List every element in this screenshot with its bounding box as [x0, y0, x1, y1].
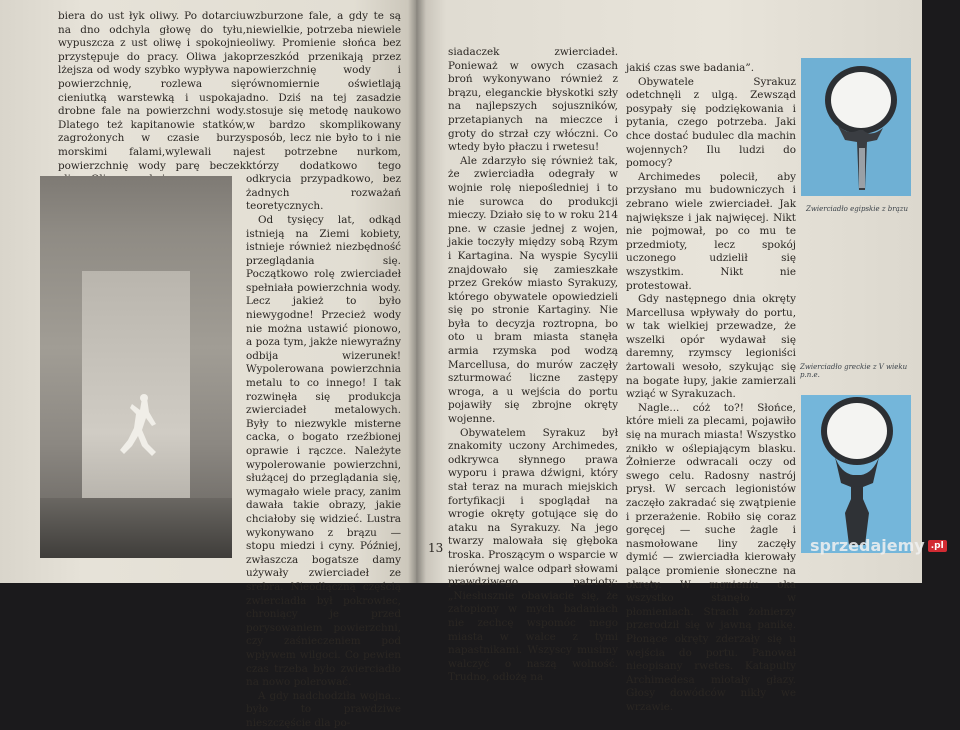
watermark-badge: .pl [928, 540, 947, 552]
egyptian-mirror-caption: Zwierciadło egipskie z brązu [806, 205, 908, 213]
left-page [0, 0, 416, 729]
egyptian-mirror-icon [801, 58, 911, 196]
paragraph: Gdy następnego dnia okręty Marcellusa wpływały do portu, w tak wielkiej przewadze, że wszelki opór wydawał się daremny, rzymscy legioniści żartowali wesoło, szykując się na bogate łupy, jakie zamierzali wziąć w Syrakuzach. [626, 293, 796, 401]
greek-mirror-icon [801, 395, 911, 553]
diver-figure [112, 394, 168, 464]
watermark-text: sprzedajemy [810, 536, 925, 555]
paragraph: Obywatelem Syrakuz był znakomity uczony Archimedes, odkrywca słynnego prawa wyporu i prawa dźwigni, który stał teraz na murach miejskich fortyfikacji i spoglądał na wrogie okręty gotujące się do ataku na Syrakuzy. Na jego twarzy malowała się głęboka troska. Proszącym o wsparcie w nierównej walce odparł słowami prawdziwego patrioty: „Niesłusznie obawiacie się, że zatopiony w mych badaniach nie zechcę wspomóc mego miasta w walce z tymi napastnikami. Wszyscy musimy walczyć o naszą wolność. Trudno, odłożę na [448, 426, 618, 684]
left-column-1 [58, 10, 246, 187]
paragraph: Ale zdarzyło się również tak, że zwierciadła odegrały w wojnie rolę niepośledniej i to nie surowca do produkcji mieczy. Działo się to w roku 214 pne. w czasie jednej z wojen, jakie toczyły między sobą Rzym i Kartagina. Na wyspie Sycylii znajdowało się zamieszkałe przez Greków miasto Syrakuzy, którego obywatele opowiedzieli się po stronie Kartaginy. Nie była to decyzja roztropna, bo oto u bram miasta stanęła armia rzymska pod wodzą Marcellusa, do murów zaczęły szturmować liczne zastępy wroga, a u wejścia do portu pojawiły się zbrojne okręty wojenne. [448, 154, 618, 426]
paragraph: Nagle... cóż to?! Słońce, które mieli za plecami, pojawiło się na murach miasta! Wszystko znikło w oślepiającym blasku. Żołnierze odwracali oczy od swego celu. Radosny nastrój prysł. W sercach legionistów zaczęło zakradać się zwątpienie i przerażenie. Robiło się coraz goręcej — suche żagle i nasmołowane liny zaczęły dymić — zwierciadła kierowały palące promienie słoneczne na okręty. W mgnieniu oka wszystko stanęło w płomieniach. Strach żołnierzy przerodził się w jawną panikę. Płonące okręty zderzały się u wejścia do portu. Panował nieopisany rwetes. Katapulty Archimedesa miotały głazy. Głosy dowódców nikły we wrzawie. [626, 401, 796, 713]
paragraph: A gdy nadchodziła wojna... było to prawdziwe nieszczęście dla po- [246, 689, 401, 729]
page-number: 13 [428, 541, 444, 555]
sea-floor [40, 498, 232, 558]
paragraph: Archimedes polecił, aby przysłano mu budowniczych i zebrano wiele zwierciadeł. Jak największe i jak najwięcej. Nikt nie pojmował, po co mu te przedmioty, lecz spokój uczonego udzielił się wszystkim. Nikt nie protestował. [626, 170, 796, 292]
watermark [810, 536, 947, 555]
paragraph: wzburzone fale, a gdy te są niewielkie, potrzeba niewiele oliwy. Promienie słońca bez przeszkód przenikają przez powierzchnię wody i równomiernie oświetlają dno. Dziś na tej zasadzie stosuje się metodę naukowo w bardzo skomplikowany sposób, lecz nie było to i nie jest potrzebne nurkom, którzy dodatkowo tego odkrycia przypadkowo, bez żadnych rozważań teoretycznych. [246, 10, 401, 213]
left-column-2 [246, 10, 401, 730]
paragraph: Obywatele Syrakuz odetchnęli z ulgą. Zewsząd posypały się podziękowania i pytania, czego potrzeba. Jaki chce dostać budulec dla machin wojennych? Ilu ludzi do pomocy? [626, 75, 796, 170]
paragraph: jakiś czas swe badania”. [626, 62, 754, 74]
greek-mirror-caption: Zwierciadło greckie z V wieku p.n.e. [800, 363, 908, 379]
paragraph: biera do ust łyk oliwy. Po dotarciu na dno odchyla głowę do tyłu, wypuszcza z ust oliwę i spokojnie przystępuje do pracy. Oliwa jako lżejsza od wody szybko wypływa na powierzchnię, rozlewa się cieniutką warstewką i uspokaja drobne fale na powierzchni wody. Dlatego też kapitanowie statków, zagrożonych w czasie burzy morskimi falami,wylewali na powierzchnię wody parę beczek [58, 10, 246, 172]
paragraph: siadaczek zwierciadeł. Ponieważ w owych czasach broń wykonywano również z brązu, eleganckie błyskotki szły na najlepszych sojuszników, przetapianych na mieczce i groty do strzał czy włóczni. Co wtedy było płaczu i rwetesu! [448, 46, 618, 154]
greek-mirror-plate [801, 395, 911, 553]
book-gutter [408, 0, 426, 583]
egyptian-mirror-plate [801, 58, 911, 196]
diver-photo [40, 176, 232, 558]
paragraph: Od tysięcy lat, odkąd istnieją na Ziemi kobiety, istnieje również niezbędność przeglądania się. Początkowo rolę zwierciadeł spełniała powierzchnia wody. Lecz jakież to było niewygodne! Przecież wody nie można ustawić pionowo, a poza tym, jakże niewyraźny odbija wizerunek! Wypolerowana powierzchnia metalu to co innego! I tak rozwinęła się produkcja zwierciadeł metalowych. Były to niezwykle misterne cacka, o bogato rzeźbionej oprawie i rączce. Należyte wypolerowanie powierzchni, służącej do przeglądania się, wymagało wiele pracy, zanim dawała takie obrazy, jakie chciałoby się widzieć. Lustra wykonywano z brązu — stopu miedzi i cyny. Później, zwłaszcza bogatsze damy używały zwierciadeł ze srebra. Nieodłączną częścią zwierciadła był pokrowiec, chroniący je przed porysowaniem powierzchni, czy zaśnieczeniem pod wpływem wilgoci. Co pewien czas trzeba było zwierciadło na nowo polerować. [246, 213, 401, 689]
right-column-2 [626, 62, 796, 715]
right-column-1 [448, 46, 618, 685]
